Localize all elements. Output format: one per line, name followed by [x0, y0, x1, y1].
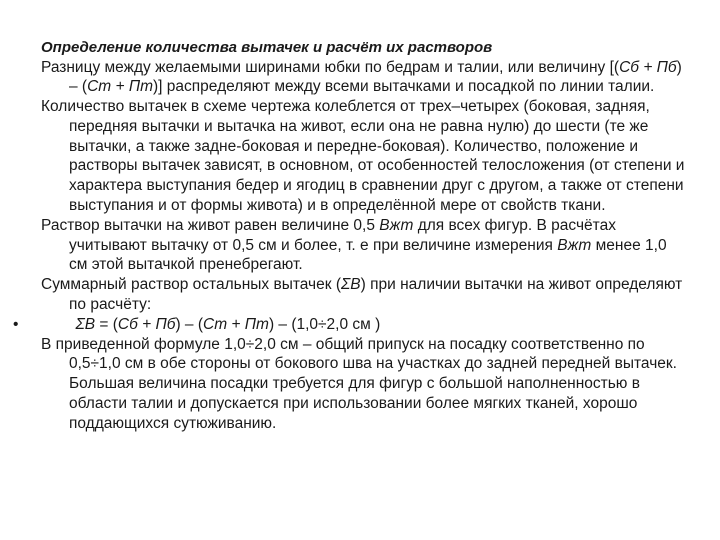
- p1-text-b: ) – (: [69, 58, 682, 96]
- p1-text-a: Разницу между желаемыми ширинами юбки по бедрам и талии, или величину [(: [41, 58, 620, 76]
- p4-text-b: ) при наличии вытачки на живот определяют по расчёту:: [69, 276, 683, 314]
- p1-text-c: )] распределяют между всеми вытачками и посадкой по линии талии.: [153, 78, 655, 96]
- p3-text-c: менее 1,0 см этой вытачкой пренебрегают.: [69, 236, 667, 274]
- paragraph-total-opening: [41, 275, 686, 315]
- bullet-formula: • ΣВ = (Сб + Пб) – (Ст + Пт) – (1,0÷2,0 см ): [13, 315, 381, 333]
- slide-title: Определение количества вытачек и расчёт их растворов: [41, 39, 493, 56]
- formula-vzht-2: Вжт: [557, 236, 592, 254]
- formula-waist: Ст + Пт: [87, 78, 154, 96]
- paragraph-belly-dart: [41, 216, 686, 275]
- formula-waist-2: Ст + Пт: [203, 315, 269, 333]
- paragraph-difference: [41, 58, 686, 98]
- bullet-text-a: = (: [95, 315, 118, 333]
- formula-hip: Сб + Пб: [619, 58, 677, 76]
- formula-hip-2: Сб + Пб: [117, 315, 176, 333]
- formula-sum-b: ΣB: [341, 276, 361, 294]
- paragraph-allowance: В приведенной формуле 1,0÷2,0 см – общий припуск на посадку соответственно по 0,5÷1,0 см в обе стороны от бокового шва на участках до задней передней вытачек. Большая величина посадки требуется для фигур с большой наполненностью в области талии и допускается при использовании более мягких тканей, хорошо поддающихся сутюживанию.: [41, 335, 677, 432]
- p4-text-a: Суммарный раствор остальных вытачек (: [41, 276, 342, 294]
- bullet-text-c: ) – (1,0÷2,0 см ): [268, 315, 381, 333]
- p3-text-b: для всех фигур. В расчётах учитывают вытачку от 0,5 см и более, т. е при величине измерения: [69, 216, 616, 254]
- formula-sigma-b: ΣВ: [75, 315, 96, 333]
- bullet-text-b: ) – (: [175, 315, 204, 333]
- formula-vzht-1: Вжт: [379, 216, 414, 234]
- p3-text-a: Раствор вытачки на живот равен величине 0,5: [41, 216, 380, 234]
- paragraph-dart-count: Количество вытачек в схеме чертежа колеблется от трех–четырех (боковая, задняя, передняя вытачки и вытачка на живот, если она не равна нулю) до шести (те же вытачки, а также задне-боковая и передне-боковая). Количество, положение и растворы вытачек зависят, в основном, от особенностей телосложения (от степени и характера выступания бедер и ягодиц в сравнении друг с другом, а также от степени выступания и от формы живота) и в определённой мере от свойств ткани.: [41, 98, 685, 215]
